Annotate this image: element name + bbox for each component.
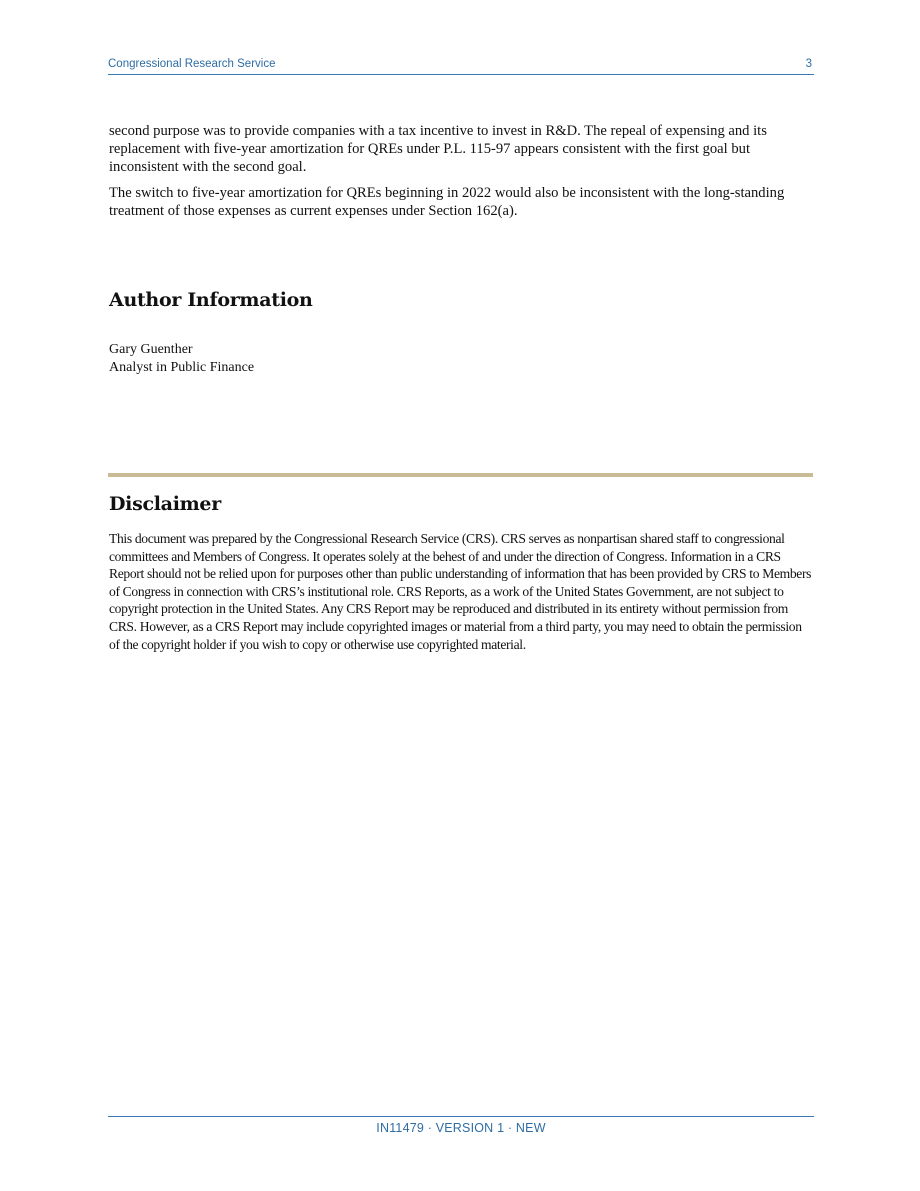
author-name: Gary Guenther xyxy=(109,342,193,357)
body-paragraph: second purpose was to provide companies with a tax incentive to invest in R&D. The repeal of expensing and its replacement with five-year amortization for QREs under P.L. 115-97 appears consistent with the first goal but inconsistent with the second goal. xyxy=(109,123,767,175)
page-number: 3 xyxy=(805,58,812,70)
author-title: Analyst in Public Finance xyxy=(109,360,255,375)
body-paragraph: The switch to five-year amortization for QREs beginning in 2022 would also be inconsistent with the long-standing treatment of those expenses as current expenses under Section 162(a). xyxy=(109,185,785,219)
section-divider xyxy=(108,473,813,477)
author-block xyxy=(109,341,254,377)
disclaimer-heading: Disclaimer xyxy=(109,493,221,515)
page-header xyxy=(108,56,814,75)
body-text xyxy=(109,122,813,228)
page-footer xyxy=(108,1116,814,1137)
disclaimer-text: This document was prepared by the Congressional Research Service (CRS). CRS serves as nonpartisan shared staff to congressional committees and Members of Congress. It operates solely at the behest of and under the direction of Congress. Information in a CRS Report should not be relied upon for purposes other than public understanding of information that has been provided by CRS to Members of Congress in connection with CRS’s institutional role. CRS Reports, as a work of the United States Government, are not subject to copyright protection in the United States. Any CRS Report may be reproduced and distributed in its entirety without permission from CRS. However, as a CRS Report may include copyrighted images or material from a third party, you may need to obtain the permission of the copyright holder if you wish to copy or otherwise use copyrighted material. xyxy=(109,531,812,652)
header-title: Congressional Research Service xyxy=(108,58,276,70)
author-information-heading: Author Information xyxy=(109,289,313,311)
footer-document-code: IN11479 · VERSION 1 · NEW xyxy=(376,1121,546,1135)
